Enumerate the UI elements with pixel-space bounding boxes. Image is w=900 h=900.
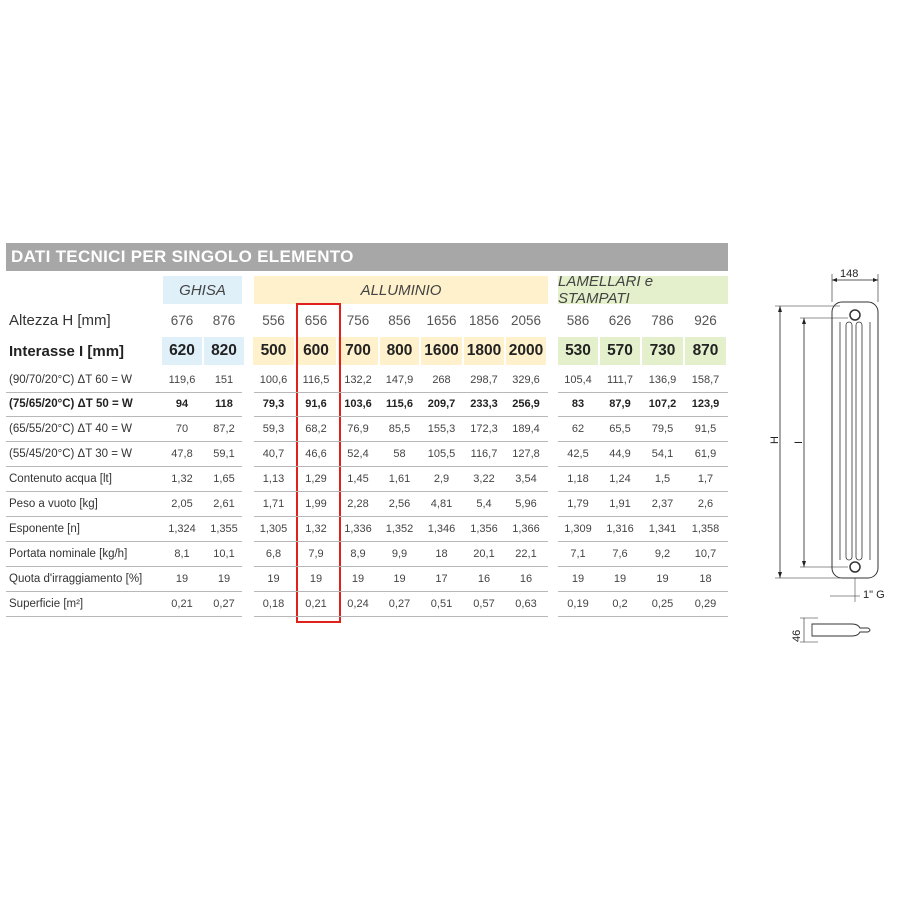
table-cell: 1,79 (567, 498, 589, 510)
table-cell: 54,1 (651, 448, 674, 460)
top-connection-icon (850, 310, 860, 320)
table-cell: 1800 (464, 337, 504, 365)
table-cell: 1,61 (388, 473, 411, 485)
table-cell: 59,1 (213, 448, 235, 460)
table-row (6, 307, 728, 333)
table-cell: 115,6 (386, 398, 413, 410)
row-label: (90/70/20°C) ΔT 60 = W (9, 374, 132, 386)
table-cell: 18 (699, 573, 712, 585)
table-cell: 91,6 (305, 398, 327, 410)
table-cell: 19 (309, 573, 323, 585)
table-cell: 0,25 (651, 598, 674, 610)
table-cell: 570 (600, 337, 640, 365)
group-header-lamellari: LAMELLARI e STAMPATI (558, 276, 728, 304)
radiator-drawing (760, 262, 900, 662)
row-label: Contenuto acqua [lt] (9, 473, 112, 485)
table-cell: 656 (304, 312, 328, 328)
table-cell: 1,65 (213, 473, 235, 485)
table-row (6, 568, 728, 590)
table-cell: 4,81 (430, 498, 453, 510)
arrow-down-icon (778, 572, 782, 578)
table-cell: 1,71 (262, 498, 285, 510)
table-cell: 61,9 (694, 448, 717, 460)
table-cell: 22,1 (515, 548, 537, 560)
table-cell: 2056 (510, 312, 542, 328)
row-separator (254, 466, 548, 467)
row-separator (254, 566, 548, 567)
table-cell: 83 (571, 398, 585, 410)
table-cell: 500 (253, 337, 294, 365)
table-cell: 1,24 (609, 473, 631, 485)
table-cell: 1,336 (344, 523, 372, 535)
table-cell: 2,6 (697, 498, 714, 510)
row-separator (254, 441, 548, 442)
row-label: Interasse I [mm] (9, 342, 125, 360)
table-cell: 1,305 (259, 523, 288, 535)
table-cell: 676 (170, 312, 194, 328)
table-cell: 103,6 (344, 398, 372, 410)
row-separator (558, 616, 728, 617)
bottom-connection-icon (850, 562, 860, 572)
table-cell: 0,18 (262, 598, 285, 610)
table-cell: 9,9 (391, 548, 408, 560)
table-cell: 94 (175, 398, 189, 410)
row-label: (55/45/20°C) ΔT 30 = W (9, 448, 132, 460)
table-cell: 620 (162, 337, 202, 365)
table-cell: 19 (393, 573, 406, 585)
row-separator (254, 541, 548, 542)
table-cell: 2,05 (171, 498, 193, 510)
table-cell: 556 (262, 312, 285, 328)
table-cell: 7,9 (308, 548, 324, 560)
table-cell: 132,2 (344, 374, 372, 386)
table-cell: 158,7 (691, 374, 720, 386)
table-cell: 19 (351, 573, 365, 585)
row-separator (254, 416, 548, 417)
table-cell: 233,3 (470, 398, 498, 410)
table-title: DATI TECNICI PER SINGOLO ELEMENTO (11, 247, 354, 266)
table-cell: 65,5 (609, 423, 631, 435)
table-cell: 2,56 (388, 498, 411, 510)
table-cell: 19 (217, 573, 231, 585)
table-row (6, 468, 728, 490)
radiator-slot (856, 322, 862, 560)
table-cell: 1,356 (470, 523, 498, 535)
row-separator (6, 416, 242, 417)
table-cell: 1,5 (654, 473, 671, 485)
arrow-down-icon (802, 561, 806, 567)
table-cell: 70 (175, 423, 189, 435)
row-separator (6, 491, 242, 492)
row-label: Peso a vuoto [kg] (9, 498, 98, 510)
table-cell: 1,45 (347, 473, 369, 485)
table-cell: 786 (651, 312, 674, 328)
row-separator (558, 466, 728, 467)
table-cell: 329,6 (512, 374, 540, 386)
table-cell: 586 (566, 312, 590, 328)
row-label: Portata nominale [kg/h] (9, 548, 128, 560)
row-separator (558, 591, 728, 592)
table-cell: 1,18 (567, 473, 589, 485)
table-cell: 136,9 (648, 374, 677, 386)
row-separator (254, 616, 548, 617)
table-cell: 79,5 (651, 423, 674, 435)
row-separator (558, 491, 728, 492)
table-cell: 1,309 (564, 523, 592, 535)
row-separator (6, 591, 242, 592)
table-cell: 5,96 (515, 498, 537, 510)
table-cell: 5,4 (476, 498, 492, 510)
table-row (6, 443, 728, 465)
table-cell: 116,5 (302, 374, 330, 386)
table-cell: 600 (296, 337, 336, 365)
table-cell: 1856 (468, 312, 500, 328)
table-cell: 123,9 (691, 398, 720, 410)
row-separator (558, 516, 728, 517)
table-cell: 0,63 (515, 598, 537, 610)
table-row (6, 369, 728, 391)
table-cell: 16 (477, 573, 491, 585)
table-cell: 1,29 (305, 473, 327, 485)
table-cell: 172,3 (470, 423, 498, 435)
table-cell: 856 (388, 312, 411, 328)
table-cell: 1,13 (262, 473, 285, 485)
table-row (6, 418, 728, 440)
table-cell: 3,54 (515, 473, 537, 485)
table-row (6, 337, 728, 365)
row-label: Superficie [m²] (9, 598, 84, 610)
row-separator (558, 392, 728, 393)
row-separator (558, 566, 728, 567)
table-cell: 926 (694, 312, 717, 328)
table-cell: 107,2 (648, 398, 677, 410)
table-cell: 40,7 (262, 448, 285, 460)
table-cell: 111,7 (607, 374, 633, 386)
radiator-element-outline (832, 302, 878, 578)
table-cell: 0,19 (567, 598, 589, 610)
table-cell: 626 (608, 312, 632, 328)
table-cell: 1,32 (171, 473, 193, 485)
row-separator (6, 616, 242, 617)
table-cell: 87,2 (213, 423, 235, 435)
table-cell: 17 (435, 573, 448, 585)
table-cell: 8,1 (174, 548, 190, 560)
table-cell: 116,7 (470, 448, 498, 460)
table-cell: 19 (175, 573, 189, 585)
row-separator (254, 392, 548, 393)
row-separator (558, 441, 728, 442)
table-cell: 19 (613, 573, 627, 585)
table-cell: 46,6 (305, 448, 327, 460)
table-cell: 47,8 (171, 448, 193, 460)
table-cell: 18 (435, 548, 448, 560)
row-separator (558, 416, 728, 417)
interaxis-label: I (793, 440, 805, 444)
table-cell: 76,9 (347, 423, 369, 435)
table-cell: 59,3 (262, 423, 285, 435)
table-cell: 756 (346, 312, 370, 328)
table-cell: 105,4 (564, 374, 592, 386)
table-cell: 0,2 (612, 598, 628, 610)
table-cell: 62 (571, 423, 585, 435)
table-cell: 730 (642, 337, 683, 365)
radiator-slot (846, 322, 852, 560)
table-cell: 1656 (426, 312, 457, 328)
row-label: (65/55/20°C) ΔT 40 = W (9, 423, 132, 435)
arrow-left-icon (832, 278, 837, 282)
arrow-up-icon (778, 306, 782, 312)
table-cell: 119,6 (168, 374, 196, 386)
table-cell: 19 (267, 573, 280, 585)
table-cell: 800 (380, 337, 419, 365)
table-cell: 0,51 (430, 598, 453, 610)
table-cell: 1600 (421, 337, 462, 365)
title-band (6, 243, 728, 271)
table-cell: 100,6 (259, 374, 288, 386)
table-cell: 1,352 (385, 523, 414, 535)
table-cell: 268 (432, 374, 451, 386)
table-cell: 7,6 (612, 548, 628, 560)
table-cell: 0,21 (171, 598, 193, 610)
table-cell: 127,8 (512, 448, 540, 460)
row-separator (254, 491, 548, 492)
table-cell: 6,8 (265, 548, 282, 560)
table-cell: 3,22 (473, 473, 495, 485)
table-cell: 1,7 (697, 473, 714, 485)
table-cell: 2,61 (213, 498, 235, 510)
table-cell: 1,324 (168, 523, 196, 535)
table-row (6, 393, 728, 415)
row-label: (75/65/20°C) ΔT 50 = W (9, 398, 133, 410)
table-cell: 1,316 (606, 523, 634, 535)
table-cell: 9,2 (654, 548, 671, 560)
table-cell: 87,9 (609, 398, 631, 410)
table-cell: 52,4 (347, 448, 369, 460)
row-label: Esponente [n] (9, 523, 80, 535)
table-cell: 1,32 (305, 523, 327, 535)
table-cell: 2,28 (347, 498, 369, 510)
table-cell: 19 (656, 573, 669, 585)
table-cell: 10,1 (213, 548, 235, 560)
row-separator (6, 392, 242, 393)
group-header-alluminio: ALLUMINIO (254, 276, 548, 304)
table-row (6, 518, 728, 540)
row-label: Altezza H [mm] (9, 311, 111, 329)
table-cell: 44,9 (609, 448, 631, 460)
table-row (6, 493, 728, 515)
table-cell: 7,1 (570, 548, 586, 560)
table-cell: 1,91 (609, 498, 631, 510)
table-cell: 8,9 (350, 548, 366, 560)
table-cell: 2,9 (433, 473, 450, 485)
table-cell: 68,2 (305, 423, 327, 435)
row-separator (254, 516, 548, 517)
table-cell: 16 (519, 573, 533, 585)
table-cell: 155,3 (427, 423, 456, 435)
table-cell: 91,5 (694, 423, 717, 435)
table-cell: 0,57 (473, 598, 495, 610)
table-cell: 20,1 (473, 548, 495, 560)
width-label: 148 (840, 268, 859, 280)
table-cell: 79,3 (262, 398, 285, 410)
table-cell: 209,7 (427, 398, 456, 410)
table-cell: 42,5 (567, 448, 589, 460)
row-separator (254, 591, 548, 592)
table-cell: 1,355 (210, 523, 238, 535)
table-cell: 1,366 (512, 523, 540, 535)
table-cell: 189,4 (512, 423, 540, 435)
table-cell: 1,346 (427, 523, 456, 535)
table-cell: 0,29 (694, 598, 717, 610)
table-cell: 151 (214, 374, 234, 386)
row-separator (6, 541, 242, 542)
group-header-ghisa: GHISA (163, 276, 242, 304)
table-cell: 85,5 (388, 423, 411, 435)
table-cell: 0,21 (305, 598, 327, 610)
table-cell: 105,5 (427, 448, 456, 460)
arrow-up-icon (802, 318, 806, 324)
table-cell: 256,9 (512, 398, 540, 410)
side-profile-shape (812, 624, 870, 636)
table-cell: 820 (204, 337, 244, 365)
row-separator (6, 566, 242, 567)
table-cell: 0,27 (213, 598, 235, 610)
table-cell: 147,9 (385, 374, 414, 386)
table-cell: 2000 (506, 337, 546, 365)
table-cell: 19 (571, 573, 585, 585)
arrow-right-icon (873, 278, 878, 282)
table-cell: 58 (393, 448, 406, 460)
table-cell: 298,7 (470, 374, 498, 386)
table-row (6, 543, 728, 565)
table-cell: 1,99 (305, 498, 327, 510)
table-cell: 0,24 (347, 598, 369, 610)
table-cell: 530 (558, 337, 598, 365)
row-label: Quota d'irraggiamento [%] (9, 573, 143, 585)
height-label: H (769, 436, 781, 444)
table-cell: 0,27 (388, 598, 411, 610)
table-cell: 2,37 (651, 498, 674, 510)
depth-label: 46 (791, 629, 803, 642)
table-row (6, 593, 728, 615)
table-cell: 10,7 (694, 548, 717, 560)
table-cell: 870 (685, 337, 726, 365)
table-cell: 700 (338, 337, 378, 365)
row-separator (6, 441, 242, 442)
table-cell: 876 (212, 312, 236, 328)
connection-thread-label: 1" G (863, 589, 885, 601)
row-separator (558, 541, 728, 542)
table-cell: 1,358 (691, 523, 720, 535)
row-separator (6, 466, 242, 467)
table-cell: 1,341 (648, 523, 677, 535)
row-separator (6, 516, 242, 517)
table-cell: 118 (215, 398, 233, 410)
